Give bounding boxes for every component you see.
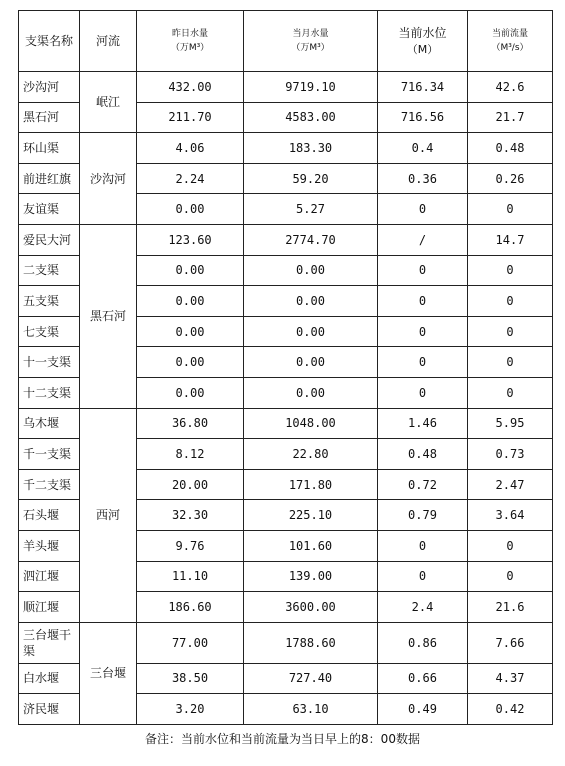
canal-name: 沙沟河	[19, 72, 80, 103]
yesterday-volume: 32.30	[137, 500, 244, 531]
month-volume: 139.00	[244, 561, 378, 592]
water-level: 716.56	[378, 102, 468, 133]
month-volume: 0.00	[244, 286, 378, 317]
month-volume: 4583.00	[244, 102, 378, 133]
yesterday-volume: 3.20	[137, 694, 244, 725]
flow-rate: 0	[468, 377, 553, 408]
water-level: 0	[378, 316, 468, 347]
table-row	[19, 224, 553, 255]
canal-name: 济民堰	[19, 694, 80, 725]
flow-rate: 0.26	[468, 163, 553, 194]
yesterday-volume: 4.06	[137, 133, 244, 164]
water-level: 1.46	[378, 408, 468, 439]
water-level: 0.66	[378, 663, 468, 694]
canal-name: 顺江堰	[19, 592, 80, 623]
month-volume: 0.00	[244, 347, 378, 378]
yesterday-volume: 36.80	[137, 408, 244, 439]
yesterday-volume: 8.12	[137, 439, 244, 470]
col-header-month: 当月水量 （万M³）	[244, 11, 378, 72]
water-level: 0.4	[378, 133, 468, 164]
yesterday-volume: 123.60	[137, 224, 244, 255]
water-level: 0.49	[378, 694, 468, 725]
yesterday-volume: 9.76	[137, 530, 244, 561]
table-row	[19, 72, 553, 103]
flow-rate: 42.6	[468, 72, 553, 103]
canal-name: 泗江堰	[19, 561, 80, 592]
canal-name: 白水堰	[19, 663, 80, 694]
canal-name: 羊头堰	[19, 530, 80, 561]
water-level: 0	[378, 255, 468, 286]
water-level: 0	[378, 530, 468, 561]
col-header-flow: 当前流量 （M³/s）	[468, 11, 553, 72]
flow-rate: 0	[468, 347, 553, 378]
month-volume: 3600.00	[244, 592, 378, 623]
flow-rate: 4.37	[468, 663, 553, 694]
water-level: 0	[378, 561, 468, 592]
flow-rate: 0	[468, 561, 553, 592]
col-header-river: 河流	[80, 11, 137, 72]
yesterday-volume: 38.50	[137, 663, 244, 694]
canal-name: 友谊渠	[19, 194, 80, 225]
footnote: 备注：当前水位和当前流量为当日早上的8：00数据	[145, 732, 420, 746]
flow-rate: 0	[468, 194, 553, 225]
yesterday-volume: 11.10	[137, 561, 244, 592]
yesterday-volume: 2.24	[137, 163, 244, 194]
canal-name: 十二支渠	[19, 377, 80, 408]
flow-rate: 3.64	[468, 500, 553, 531]
flow-rate: 0.42	[468, 694, 553, 725]
flow-rate: 0	[468, 316, 553, 347]
canal-name: 爱民大河	[19, 224, 80, 255]
canal-name: 前进红旗	[19, 163, 80, 194]
yesterday-volume: 20.00	[137, 469, 244, 500]
month-volume: 225.10	[244, 500, 378, 531]
flow-rate: 0	[468, 286, 553, 317]
canal-name: 七支渠	[19, 316, 80, 347]
canal-name: 千一支渠	[19, 439, 80, 470]
canal-name: 乌木堰	[19, 408, 80, 439]
canal-name: 五支渠	[19, 286, 80, 317]
water-level: 0.79	[378, 500, 468, 531]
canal-name: 黑石河	[19, 102, 80, 133]
month-volume: 183.30	[244, 133, 378, 164]
month-volume: 9719.10	[244, 72, 378, 103]
table-row	[19, 622, 553, 663]
yesterday-volume: 432.00	[137, 72, 244, 103]
river-name: 黑石河	[80, 224, 137, 408]
col-header-yesterday: 昨日水量 （万M³）	[137, 11, 244, 72]
river-name: 岷江	[80, 72, 137, 133]
month-volume: 727.40	[244, 663, 378, 694]
flow-rate: 0	[468, 530, 553, 561]
month-volume: 2774.70	[244, 224, 378, 255]
flow-rate: 0.73	[468, 439, 553, 470]
water-level: 0	[378, 377, 468, 408]
table-row	[19, 133, 553, 164]
water-level: 0	[378, 347, 468, 378]
yesterday-volume: 0.00	[137, 194, 244, 225]
water-level: 0.72	[378, 469, 468, 500]
river-name: 西河	[80, 408, 137, 622]
water-level: 0	[378, 194, 468, 225]
yesterday-volume: 77.00	[137, 622, 244, 663]
flow-rate: 2.47	[468, 469, 553, 500]
flow-rate: 5.95	[468, 408, 553, 439]
month-volume: 63.10	[244, 694, 378, 725]
water-level: 0	[378, 286, 468, 317]
yesterday-volume: 0.00	[137, 347, 244, 378]
header-row	[19, 11, 553, 72]
flow-rate: 21.6	[468, 592, 553, 623]
yesterday-volume: 0.00	[137, 316, 244, 347]
month-volume: 0.00	[244, 316, 378, 347]
flow-rate: 14.7	[468, 224, 553, 255]
water-level: 0.86	[378, 622, 468, 663]
table-row	[19, 408, 553, 439]
yesterday-volume: 186.60	[137, 592, 244, 623]
month-volume: 22.80	[244, 439, 378, 470]
canal-name: 十一支渠	[19, 347, 80, 378]
yesterday-volume: 0.00	[137, 377, 244, 408]
month-volume: 5.27	[244, 194, 378, 225]
month-volume: 1048.00	[244, 408, 378, 439]
water-level: /	[378, 224, 468, 255]
month-volume: 59.20	[244, 163, 378, 194]
month-volume: 101.60	[244, 530, 378, 561]
flow-rate: 0	[468, 255, 553, 286]
water-level: 716.34	[378, 72, 468, 103]
canal-name: 三台堰干渠	[19, 622, 80, 663]
canal-name: 环山渠	[19, 133, 80, 164]
flow-rate: 7.66	[468, 622, 553, 663]
water-level: 2.4	[378, 592, 468, 623]
yesterday-volume: 0.00	[137, 286, 244, 317]
water-level: 0.36	[378, 163, 468, 194]
flow-rate: 0.48	[468, 133, 553, 164]
river-name: 三台堰	[80, 622, 137, 724]
month-volume: 1788.60	[244, 622, 378, 663]
month-volume: 0.00	[244, 377, 378, 408]
canal-name: 二支渠	[19, 255, 80, 286]
yesterday-volume: 0.00	[137, 255, 244, 286]
flow-rate: 21.7	[468, 102, 553, 133]
water-data-table	[18, 10, 553, 725]
water-level: 0.48	[378, 439, 468, 470]
river-name: 沙沟河	[80, 133, 137, 225]
col-header-name: 支渠名称	[19, 11, 80, 72]
yesterday-volume: 211.70	[137, 102, 244, 133]
canal-name: 千二支渠	[19, 469, 80, 500]
month-volume: 171.80	[244, 469, 378, 500]
col-header-level: 当前水位 （M）	[378, 11, 468, 72]
month-volume: 0.00	[244, 255, 378, 286]
canal-name: 石头堰	[19, 500, 80, 531]
